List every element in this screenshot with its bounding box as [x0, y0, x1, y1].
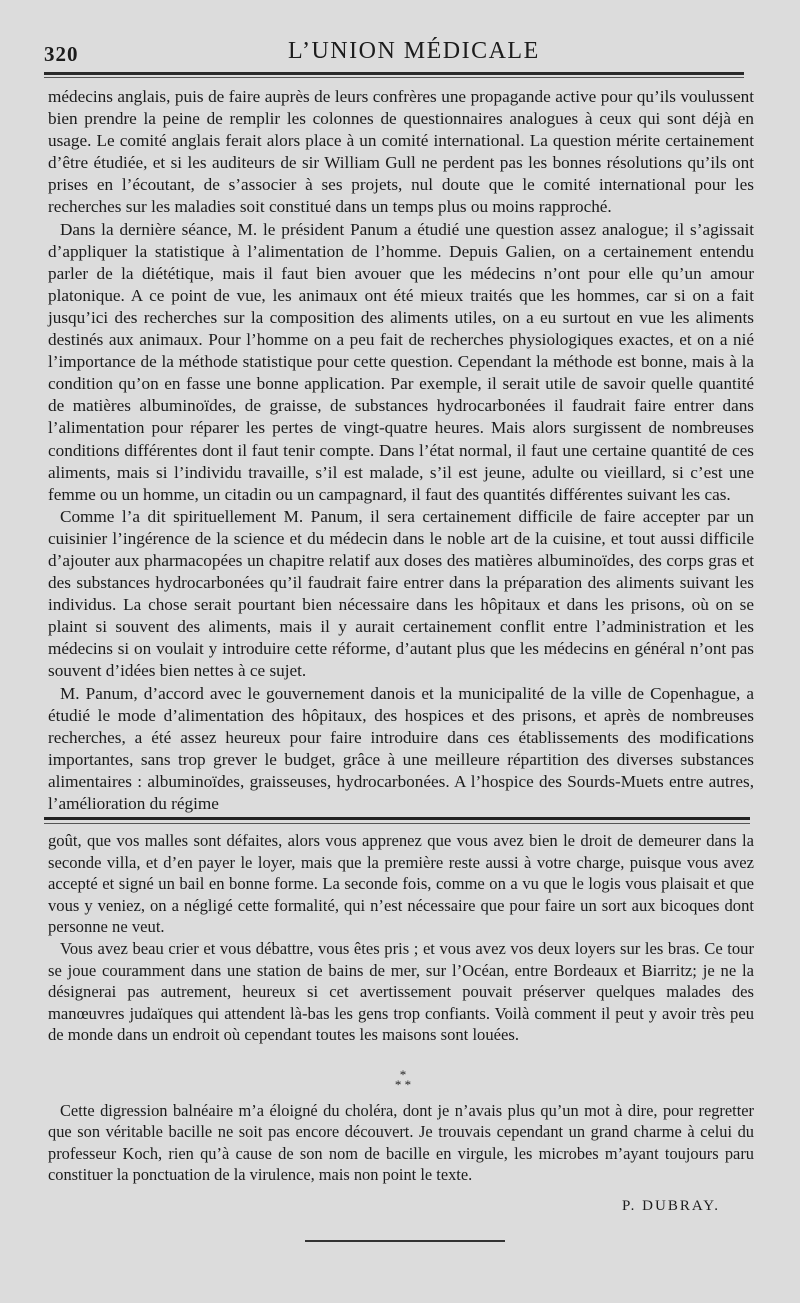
asterism: * * *: [394, 1067, 412, 1092]
paragraph: Vous avez beau crier et vous débattre, vous êtes pris ; et vous avez vos deux loyers sur les bras. Ce tour se joue couramment dans une station de bains de mer, sur l’Océan, entre Bordeaux et Biarritz; je ne la désignerai pas autrement, heureux si cet avertissement pouvait préserver quelques malades des manœuvres judaïques qui attendent là-bas les gens trop confiants. Voilà comment il peut y avoir très peu de monde dans un endroit où cependant toutes les maisons sont louées.: [48, 938, 754, 1045]
paragraph: Cette digression balnéaire m’a éloigné du choléra, dont je n’avais plus qu’un mot à dire, pour regretter que son véritable bacille ne soit pas encore découvert. Je trouvais cependant un grand charme à celui du professeur Koch, rien qu’à cause de son nom de bacille en virgule, les microbes m’ayant toujours paru constituer la ponctuation de la virulence, mais non point le texte.: [48, 1101, 754, 1185]
feuilleton-divider-thin: [44, 823, 750, 824]
paragraph: M. Panum, d’accord avec le gouvernement danois et la municipalité de la ville de Copenhague, a étudié le mode d’alimentation des hôpitaux, des hospices et des prisons, et après de nombreuses recherches, a été assez heureux pour faire introduire dans ces établissements des modifications importantes, sans trop grever le budget, grâce à une meilleure répartition des diverses substances alimentaires : albuminoïdes, graisseuses, hydrocarbonées. A l’hospice des Sourds-Muets entre autres, l’amélioration du régime: [48, 683, 754, 813]
header-rule-thin: [44, 77, 744, 78]
paragraph: Dans la dernière séance, M. le président Panum a étudié une question assez analogue; il s’agissait d’appliquer la statistique à l’alimentation de l’homme. Depuis Galien, on a certainement entendu parler de la diététique, mais il faut bien avouer que les médecins n’ont pour elle qu’un amour platonique. A ce point de vue, les animaux ont été mieux traités que les hommes, car si on a fait jusqu’ici des recherches sur la composition des aliments utiles, on a eu surtout en vue les aliments destinés aux animaux. Pour l’homme on a peu fait de recherches physiologiques exactes, et on a nié l’importance de la méthode statistique pour cette question. Cependant la méthode est bonne, mais à la condition qu’on en fasse une bonne application. Par exemple, il serait utile de savoir quelle quantité de matières albuminoïdes, de graisse, de substances hydrocarbonées il faudrait faire entrer dans l’alimentation pour réparer les pertes de vingt-quatre heures. Mais alors surgissent de nombreuses conditions différentes dont il faut tenir compte. Dans l’état normal, il faut une certaine quantité de ces aliments, mais si l’individu travaille, s’il est malade, s’il est jeune, adulte ou vieillard, si c’est une femme ou un homme, un citadin ou un campagnard, il faut des quantités différentes suivant les cas.: [48, 219, 754, 504]
feuilleton-divider: [44, 817, 750, 820]
header-rule: [44, 72, 744, 75]
paragraph: goût, que vos malles sont défaites, alors vous apprenez que vous avez bien le droit de demeurer dans la seconde villa, et d’en payer le loyer, mais que la première reste aussi à votre charge, puisque vous avez accepté et signé un bail en bonne forme. La seconde fois, comme on a vu que le logis vous plaisait et que vous y veniez, on a négligé cette formalité, qui n’est nécessaire que pour faire un sort aux bicoques dont personne ne veut.: [48, 831, 754, 937]
author-signature: P. DUBRAY.: [622, 1198, 720, 1214]
paragraph: médecins anglais, puis de faire auprès de leurs confrères une propagande active pour qu’ils voulussent bien prendre la peine de remplir les colonnes de questionnaires analogues à ceux qui sont déjà en usage. Le comité anglais ferait alors place à un comité international. La question mérite certainement d’être étudiée, et si les auditeurs de sir William Gull ne perdent pas les bonnes résolutions qu’ils ont prises en l’écoutant, de s’associer à ses projets, nul doute que le comité international pour les recherches sur les maladies soit constitué dans un temps plus ou moins rapproché.: [48, 87, 754, 217]
page-number: 320: [44, 42, 79, 66]
closing-body: [48, 1100, 754, 1186]
page-header: [0, 28, 800, 68]
end-rule: [305, 1240, 505, 1242]
article-body: [48, 86, 754, 815]
running-title: L’UNION MÉDICALE: [288, 38, 540, 64]
paragraph: Comme l’a dit spirituellement M. Panum, il sera certainement difficile de faire accepter par un cuisinier l’ingérence de la science et du médecin dans le noble art de la cuisine, et tout aussi difficile d’ajouter aux pharmacopées un chapitre relatif aux doses des matières albuminoïdes, des corps gras et des substances hydrocarbonées qu’il faudrait faire entrer dans la préparation des aliments suivant les individus. La chose serait pourtant bien nécessaire dans les hôpitaux et dans les prisons, où on se plaint si souvent des aliments, mais il y aurait certainement conflit entre l’administration et les médecins si on voulait y introduire cette réforme, d’autant plus que les médecins en général n’ont pas souvent d’idées bien nettes à ce sujet.: [48, 506, 754, 681]
feuilleton-body: [48, 830, 754, 1046]
